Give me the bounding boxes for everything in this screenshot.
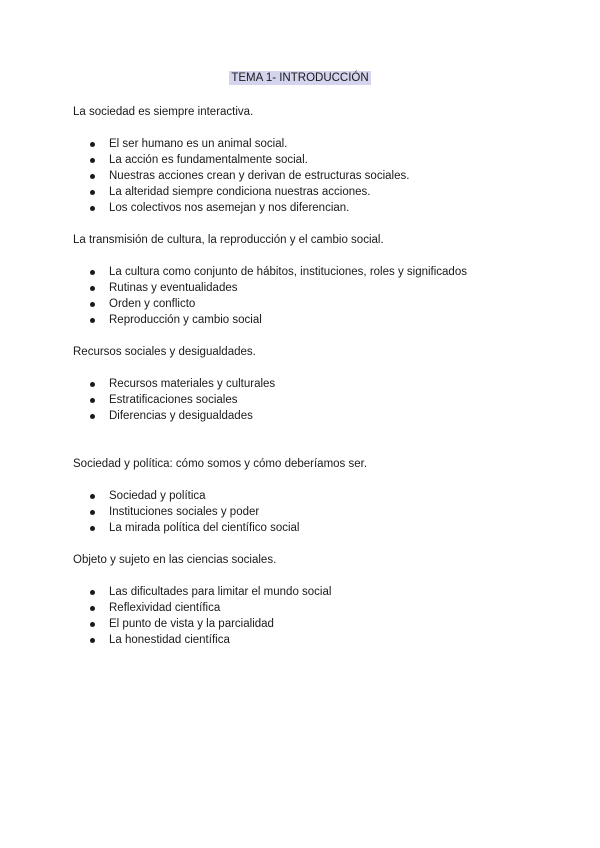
section-heading: La sociedad es siempre interactiva. (73, 106, 254, 118)
section-heading: Objeto y sujeto en las ciencias sociales. (73, 554, 277, 566)
list-item (89, 504, 300, 520)
list-item (89, 616, 331, 632)
list-item (89, 520, 300, 536)
page-title-text: TEMA 1- INTRODUCCIÓN (231, 72, 369, 84)
list-item (89, 600, 331, 616)
bullet-icon (90, 382, 95, 387)
section-heading: La transmisión de cultura, la reproducción y el cambio social. (73, 234, 384, 246)
bullet-list (89, 584, 331, 648)
list-item (89, 312, 467, 328)
bullet-icon (90, 590, 95, 595)
bullet-icon (90, 174, 95, 179)
bullet-icon (90, 206, 95, 211)
bullet-icon (90, 638, 95, 643)
list-item (89, 264, 467, 280)
list-item-text: Sociedad y política (109, 490, 206, 502)
list-item-text: Recursos materiales y culturales (109, 378, 276, 390)
list-item (89, 280, 467, 296)
list-item-text: Orden y conflicto (109, 298, 196, 310)
bullet-icon (90, 526, 95, 531)
list-item (89, 584, 331, 600)
bullet-icon (90, 302, 95, 307)
bullet-icon (90, 622, 95, 627)
bullet-icon (90, 270, 95, 275)
list-item-text: Instituciones sociales y poder (109, 506, 260, 518)
list-item (89, 408, 275, 424)
list-item (89, 184, 409, 200)
list-item-text: La cultura como conjunto de hábitos, instituciones, roles y significados (109, 266, 467, 278)
section-object-subject (73, 552, 553, 646)
list-item-text: Estratificaciones sociales (109, 394, 238, 406)
bullet-list (89, 136, 409, 216)
list-item (89, 168, 409, 184)
section-culture-transmission (73, 232, 553, 326)
section-social-resources (73, 344, 553, 422)
section-interactive-society (73, 104, 553, 214)
list-item (89, 488, 300, 504)
section-heading: Sociedad y política: cómo somos y cómo deberíamos ser. (73, 458, 368, 470)
list-item-text: La alteridad siempre condiciona nuestras acciones. (109, 186, 371, 198)
list-item-text: La honestidad científica (109, 634, 230, 646)
bullet-icon (90, 142, 95, 147)
list-item-text: Los colectivos nos asemejan y nos diferencian. (109, 202, 350, 214)
list-item-text: Las dificultades para limitar el mundo social (109, 586, 332, 598)
list-item-text: Reproducción y cambio social (109, 314, 262, 326)
bullet-icon (90, 318, 95, 323)
bullet-icon (90, 494, 95, 499)
list-item (89, 632, 331, 648)
list-item-text: Rutinas y eventualidades (109, 282, 238, 294)
bullet-icon (90, 158, 95, 163)
bullet-icon (90, 606, 95, 611)
bullet-icon (90, 414, 95, 419)
list-item-text: Diferencias y desigualdades (109, 410, 253, 422)
list-item (89, 200, 409, 216)
list-item (89, 152, 409, 168)
list-item-text: El ser humano es un animal social. (109, 138, 288, 150)
list-item-text: Reflexividad científica (109, 602, 221, 614)
list-item-text: Nuestras acciones crean y derivan de estructuras sociales. (109, 170, 410, 182)
page-title (0, 72, 600, 84)
list-item-text: El punto de vista y la parcialidad (109, 618, 274, 630)
bullet-icon (90, 286, 95, 291)
bullet-list (89, 264, 467, 328)
bullet-list (89, 488, 300, 536)
list-item-text: La mirada política del científico social (109, 522, 300, 534)
list-item (89, 136, 409, 152)
list-item (89, 392, 275, 408)
list-item (89, 376, 275, 392)
bullet-icon (90, 510, 95, 515)
section-society-politics (73, 456, 553, 534)
list-item (89, 296, 467, 312)
bullet-icon (90, 398, 95, 403)
section-heading: Recursos sociales y desigualdades. (73, 346, 256, 358)
list-item-text: La acción es fundamentalmente social. (109, 154, 308, 166)
bullet-icon (90, 190, 95, 195)
bullet-list (89, 376, 275, 424)
